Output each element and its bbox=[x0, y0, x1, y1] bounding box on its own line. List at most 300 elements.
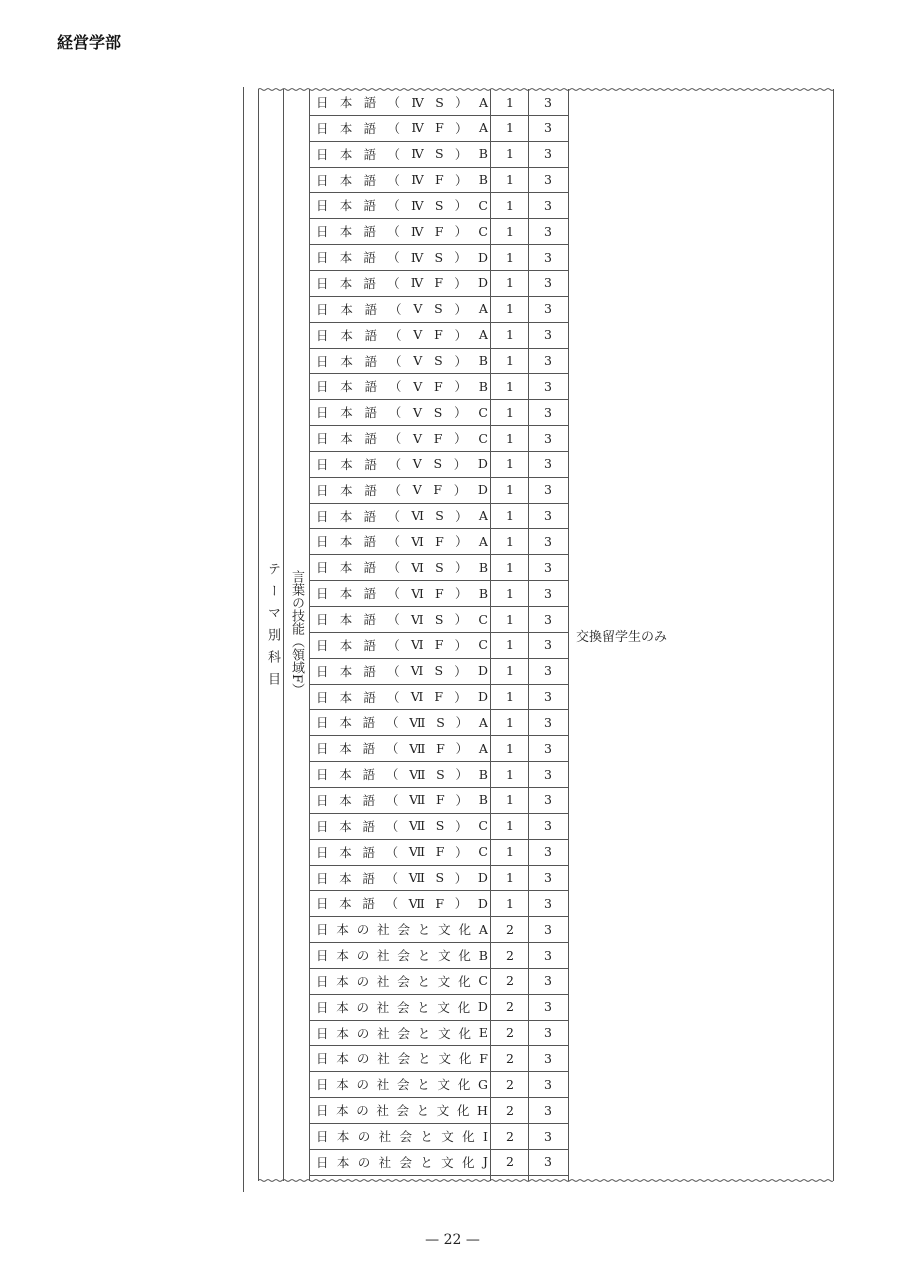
credits-cell: 1 bbox=[506, 714, 514, 730]
course-name-char: の bbox=[356, 948, 370, 964]
course-name-char: A bbox=[478, 533, 488, 549]
course-name-char: 語 bbox=[362, 715, 376, 731]
course-name-cell bbox=[316, 348, 488, 374]
course-name-cell bbox=[316, 167, 488, 193]
course-name-char: 会 bbox=[396, 1103, 410, 1119]
course-name-char: 語 bbox=[362, 896, 375, 912]
credits-cell: 2 bbox=[506, 1025, 514, 1041]
course-name-char: 化 bbox=[456, 1103, 470, 1119]
credits-cell: 1 bbox=[506, 249, 514, 265]
course-name-char: 本 bbox=[339, 612, 353, 627]
credits-cell: 2 bbox=[506, 1128, 514, 1144]
course-name-char: 文 bbox=[441, 1154, 454, 1170]
course-name-char: ） bbox=[455, 818, 468, 834]
course-name-char: 文 bbox=[436, 1103, 450, 1119]
course-name-char: と bbox=[417, 948, 431, 964]
course-name-char: A bbox=[478, 740, 488, 756]
course-name-char: Ⅴ bbox=[413, 327, 423, 343]
course-name-char: （ bbox=[388, 482, 402, 498]
course-name-char: F bbox=[435, 120, 444, 136]
course-name-char: と bbox=[420, 1154, 433, 1170]
course-name-cell bbox=[316, 994, 488, 1020]
course-name-char: 日 bbox=[316, 379, 329, 395]
course-name-cell bbox=[316, 373, 488, 399]
semester-cell: 3 bbox=[544, 275, 552, 291]
semester-cell: 3 bbox=[544, 792, 552, 808]
course-name-char: 本 bbox=[339, 896, 352, 912]
course-name-char: ） bbox=[455, 792, 468, 808]
course-name-char: （ bbox=[387, 198, 400, 214]
course-name-char: F bbox=[434, 275, 444, 291]
course-name-char: 化 bbox=[458, 948, 471, 964]
course-name-cell bbox=[316, 942, 488, 968]
course-name-char: 日 bbox=[316, 663, 329, 679]
course-name-char: 語 bbox=[363, 120, 377, 136]
credits-cell: 1 bbox=[506, 663, 514, 679]
course-name-char: 日 bbox=[316, 741, 329, 757]
margin-rule bbox=[243, 87, 244, 1192]
course-name-char: 語 bbox=[364, 353, 378, 369]
course-name-char: 本 bbox=[339, 275, 353, 291]
course-name-char: （ bbox=[388, 301, 402, 317]
semester-cell: 3 bbox=[544, 559, 552, 575]
course-name-char: D bbox=[477, 870, 488, 885]
course-name-char: （ bbox=[385, 715, 399, 731]
course-name-char: 日 bbox=[316, 1154, 329, 1170]
course-name-char: 日 bbox=[316, 482, 329, 498]
course-name-char: 本 bbox=[336, 999, 349, 1015]
course-name-char: （ bbox=[387, 146, 400, 162]
credits-cell: 1 bbox=[506, 172, 514, 188]
course-name-char: 語 bbox=[364, 327, 378, 343]
course-name-char: Ⅶ bbox=[409, 740, 426, 756]
course-name-char: 本 bbox=[339, 172, 353, 188]
course-name-char: 日 bbox=[316, 198, 329, 214]
course-name-char: 本 bbox=[336, 922, 349, 938]
course-name-char: Ⅳ bbox=[411, 197, 424, 213]
course-name-cell bbox=[316, 322, 488, 348]
course-name-char: Ⅴ bbox=[413, 378, 423, 394]
course-name-char: ） bbox=[455, 844, 468, 860]
course-name-char: ） bbox=[454, 870, 468, 886]
credits-cell: 2 bbox=[506, 1050, 514, 1066]
course-name-char: ） bbox=[455, 715, 469, 731]
course-name-char: B bbox=[478, 172, 488, 188]
course-name-char: 語 bbox=[363, 612, 377, 627]
course-name-char: 語 bbox=[363, 637, 376, 653]
course-name-char: 本 bbox=[339, 146, 353, 162]
course-name-char: 語 bbox=[364, 379, 378, 395]
credits-cell: 1 bbox=[506, 146, 514, 162]
course-name-char: S bbox=[433, 456, 443, 472]
course-name-char: Ⅶ bbox=[409, 792, 426, 808]
course-name-char: と bbox=[417, 1077, 430, 1093]
course-name-char: F bbox=[434, 327, 443, 343]
course-name-char: 本 bbox=[340, 405, 353, 421]
course-name-char: 日 bbox=[316, 689, 329, 705]
course-name-char: S bbox=[434, 197, 444, 213]
course-name-char: 文 bbox=[438, 948, 451, 964]
course-name-char: と bbox=[417, 922, 431, 938]
course-name-char: ） bbox=[455, 560, 468, 576]
course-name-char: F bbox=[435, 533, 444, 549]
course-name-char: Ⅵ bbox=[411, 533, 424, 549]
course-name-char: S bbox=[436, 714, 445, 730]
course-name-char: （ bbox=[388, 379, 402, 395]
credits-cell: 1 bbox=[506, 740, 514, 756]
course-name-char: A bbox=[478, 120, 488, 136]
semester-cell: 3 bbox=[544, 870, 552, 885]
course-name-char: （ bbox=[385, 767, 399, 783]
course-name-char: F bbox=[433, 482, 443, 498]
semester-cell: 3 bbox=[544, 533, 552, 549]
course-name-char: （ bbox=[387, 534, 400, 550]
course-name-char: 社 bbox=[376, 973, 390, 989]
course-name-char: Ⅳ bbox=[411, 94, 424, 110]
course-name-char: Ⅴ bbox=[412, 430, 422, 446]
course-name-char: S bbox=[435, 94, 444, 110]
course-name-char: 会 bbox=[399, 1129, 413, 1144]
semester-cell: 3 bbox=[544, 353, 552, 368]
course-name-cell bbox=[316, 244, 488, 270]
course-name-char: 語 bbox=[363, 275, 376, 291]
course-name-char: 会 bbox=[396, 999, 410, 1015]
course-name-char: （ bbox=[388, 353, 402, 369]
credits-cell: 1 bbox=[506, 120, 514, 136]
course-name-char: 日 bbox=[316, 637, 329, 653]
semester-cell: 3 bbox=[544, 378, 552, 394]
course-name-char: 日 bbox=[316, 560, 329, 576]
semester-cell: 3 bbox=[544, 1102, 552, 1118]
column-divider bbox=[283, 89, 284, 1181]
course-name-char: A bbox=[478, 327, 488, 343]
course-name-char: の bbox=[356, 1077, 370, 1093]
credits-cell: 1 bbox=[506, 275, 514, 291]
course-name-char: 本 bbox=[336, 1077, 349, 1093]
course-name-char: （ bbox=[388, 431, 402, 447]
course-name-char: と bbox=[420, 1129, 433, 1144]
course-name-char: Ⅳ bbox=[411, 223, 424, 239]
course-name-char: （ bbox=[387, 637, 400, 653]
course-name-cell bbox=[316, 658, 488, 684]
course-name-char: ） bbox=[454, 275, 467, 291]
course-name-cell bbox=[316, 735, 488, 761]
course-name-char: （ bbox=[385, 792, 399, 808]
credits-cell: 1 bbox=[506, 818, 514, 834]
course-name-char: 本 bbox=[339, 224, 353, 240]
credits-cell: 1 bbox=[506, 844, 514, 860]
course-name-char: C bbox=[478, 844, 488, 860]
course-name-char: B bbox=[478, 792, 488, 808]
course-name-char: 日 bbox=[316, 456, 329, 472]
course-name-cell bbox=[316, 89, 488, 115]
course-name-char: 本 bbox=[339, 715, 352, 731]
course-name-char: ） bbox=[455, 534, 468, 550]
course-name-char: 本 bbox=[336, 973, 349, 989]
credits-cell: 2 bbox=[506, 999, 514, 1015]
course-name-char: 語 bbox=[363, 586, 377, 602]
semester-cell: 3 bbox=[544, 482, 552, 498]
course-name-char: 語 bbox=[364, 456, 377, 472]
semester-cell: 3 bbox=[544, 1025, 552, 1041]
course-name-char: （ bbox=[388, 405, 402, 421]
course-name-char: 文 bbox=[437, 1077, 451, 1093]
course-name-char: ） bbox=[454, 689, 467, 705]
semester-cell: 3 bbox=[544, 404, 552, 420]
semester-cell: 3 bbox=[544, 895, 552, 911]
course-name-char: D bbox=[477, 895, 488, 911]
course-name-char: 語 bbox=[364, 431, 377, 447]
course-name-char: 日 bbox=[316, 1103, 329, 1119]
course-name-char: 語 bbox=[363, 95, 377, 110]
course-name-char: S bbox=[435, 559, 444, 575]
course-name-char: ） bbox=[455, 120, 468, 136]
course-name-char: 語 bbox=[363, 663, 376, 679]
course-name-char: 化 bbox=[458, 922, 472, 938]
course-name-char: 会 bbox=[397, 1077, 410, 1093]
semester-cell: 3 bbox=[544, 1128, 552, 1144]
course-name-char: 日 bbox=[316, 792, 329, 808]
course-name-char: 文 bbox=[437, 973, 451, 989]
course-name-char: 本 bbox=[339, 844, 352, 860]
course-name-cell bbox=[316, 684, 488, 710]
course-name-char: （ bbox=[385, 741, 399, 757]
course-name-char: 社 bbox=[376, 1077, 390, 1093]
course-name-char: ） bbox=[454, 224, 468, 240]
course-name-char: B bbox=[478, 353, 488, 368]
semester-cell: 3 bbox=[544, 740, 552, 756]
course-name-cell bbox=[316, 632, 488, 658]
course-name-char: 日 bbox=[316, 250, 329, 266]
course-name-cell bbox=[316, 115, 488, 141]
course-name-char: 語 bbox=[364, 301, 378, 317]
course-name-char: ） bbox=[454, 896, 468, 912]
course-name-char: F bbox=[434, 172, 444, 188]
course-name-char: 語 bbox=[364, 405, 378, 421]
course-name-char: 会 bbox=[397, 922, 410, 938]
semester-cell: 3 bbox=[544, 430, 552, 446]
course-name-char: F bbox=[435, 844, 445, 860]
course-name-char: J bbox=[482, 1154, 488, 1170]
course-name-char: Ⅶ bbox=[409, 714, 426, 730]
course-name-char: C bbox=[478, 430, 488, 446]
course-name-char: 化 bbox=[462, 1154, 475, 1170]
course-name-char: 本 bbox=[340, 456, 353, 472]
course-name-char: （ bbox=[387, 689, 400, 705]
course-name-char: ） bbox=[454, 146, 468, 162]
semester-cell: 3 bbox=[544, 197, 552, 213]
credits-cell: 2 bbox=[506, 1102, 514, 1118]
credits-cell: 2 bbox=[506, 947, 514, 963]
course-name-cell bbox=[316, 890, 488, 916]
semester-cell: 3 bbox=[544, 999, 552, 1015]
course-name-char: D bbox=[477, 999, 488, 1015]
course-name-char: ） bbox=[454, 612, 468, 627]
course-name-char: Ⅶ bbox=[408, 870, 425, 885]
course-name-char: （ bbox=[387, 275, 400, 291]
course-name-char: 日 bbox=[316, 818, 329, 834]
faculty-heading: 経営学部 bbox=[57, 33, 122, 52]
course-name-cell bbox=[316, 192, 488, 218]
course-name-char: ） bbox=[455, 508, 468, 524]
credits-cell: 1 bbox=[506, 611, 514, 627]
column-divider bbox=[309, 89, 310, 1181]
semester-cell: 3 bbox=[544, 1076, 552, 1092]
course-name-char: 日 bbox=[316, 1077, 329, 1093]
course-name-char: 語 bbox=[363, 224, 377, 240]
semester-cell: 3 bbox=[544, 223, 552, 239]
course-name-char: ） bbox=[454, 198, 468, 214]
course-name-char: S bbox=[434, 301, 443, 317]
course-name-cell bbox=[316, 477, 488, 503]
course-name-char: 日 bbox=[316, 508, 329, 524]
course-name-char: C bbox=[478, 404, 488, 420]
course-name-char: Ⅵ bbox=[410, 663, 424, 679]
course-name-char: 語 bbox=[364, 482, 377, 498]
course-name-char: Ⅴ bbox=[412, 456, 422, 472]
course-name-char: 化 bbox=[458, 1025, 472, 1041]
course-name-char: F bbox=[435, 895, 445, 911]
course-name-char: 本 bbox=[336, 1103, 349, 1119]
semester-cell: 3 bbox=[544, 94, 552, 110]
course-name-char: F bbox=[436, 792, 445, 808]
credits-cell: 1 bbox=[506, 301, 514, 317]
course-name-char: A bbox=[478, 508, 488, 524]
course-name-cell bbox=[316, 1071, 488, 1097]
course-name-cell bbox=[316, 606, 488, 632]
course-name-cell bbox=[316, 813, 488, 839]
credits-cell: 1 bbox=[506, 585, 514, 601]
course-name-char: 日 bbox=[316, 431, 329, 447]
area-label: 言葉の技能（領域F） bbox=[289, 570, 304, 697]
course-name-char: 日 bbox=[316, 870, 329, 886]
course-name-char: E bbox=[478, 1025, 488, 1041]
course-name-char: 本 bbox=[340, 353, 353, 369]
course-name-cell bbox=[316, 787, 488, 813]
course-name-char: 会 bbox=[397, 973, 410, 989]
course-name-char: C bbox=[478, 818, 488, 834]
course-name-char: S bbox=[435, 508, 444, 524]
course-name-char: 化 bbox=[457, 999, 471, 1015]
semester-cell: 3 bbox=[544, 818, 552, 834]
course-name-char: 本 bbox=[339, 560, 353, 576]
course-name-char: C bbox=[478, 197, 488, 213]
course-name-char: 日 bbox=[316, 973, 329, 989]
course-name-char: 日 bbox=[316, 586, 329, 602]
course-name-char: Ⅵ bbox=[410, 637, 424, 653]
semester-cell: 3 bbox=[544, 456, 552, 472]
credits-cell: 1 bbox=[506, 895, 514, 911]
semester-cell: 3 bbox=[544, 585, 552, 601]
course-name-char: 語 bbox=[363, 508, 377, 524]
course-name-char: Ⅶ bbox=[408, 818, 426, 834]
course-name-char: 本 bbox=[339, 663, 353, 679]
course-name-char: （ bbox=[388, 456, 402, 472]
credits-cell: 1 bbox=[506, 378, 514, 394]
credits-cell: 1 bbox=[506, 792, 514, 808]
course-name-char: 文 bbox=[441, 1129, 454, 1144]
semester-cell: 3 bbox=[544, 611, 552, 627]
course-name-char: 日 bbox=[316, 844, 329, 860]
semester-cell: 3 bbox=[544, 766, 552, 782]
course-name-char: 会 bbox=[399, 1154, 412, 1170]
credits-cell: 1 bbox=[506, 197, 514, 213]
credits-cell: 2 bbox=[506, 1154, 514, 1170]
course-name-char: 社 bbox=[377, 948, 390, 964]
course-name-cell bbox=[316, 709, 488, 735]
course-name-char: 本 bbox=[336, 1154, 350, 1170]
credits-cell: 1 bbox=[506, 766, 514, 782]
course-name-char: Ⅵ bbox=[411, 508, 424, 524]
course-name-char: C bbox=[478, 223, 488, 239]
semester-cell: 3 bbox=[544, 689, 552, 705]
course-name-char: Ⅳ bbox=[410, 249, 424, 265]
course-name-char: 会 bbox=[397, 1025, 410, 1041]
course-name-char: と bbox=[417, 1025, 431, 1041]
course-name-char: S bbox=[435, 870, 445, 885]
course-name-cell bbox=[316, 399, 488, 425]
course-name-char: 本 bbox=[339, 818, 352, 834]
course-name-char: Ⅳ bbox=[411, 120, 424, 136]
course-name-char: 語 bbox=[363, 146, 377, 162]
course-name-cell bbox=[316, 218, 488, 244]
course-name-cell bbox=[316, 141, 488, 167]
course-name-char: 語 bbox=[362, 870, 375, 886]
credits-cell: 1 bbox=[506, 353, 514, 368]
course-name-char: 本 bbox=[339, 767, 352, 783]
course-name-char: 日 bbox=[316, 767, 329, 783]
course-name-char: Ⅵ bbox=[411, 611, 424, 627]
course-name-char: F bbox=[433, 430, 443, 446]
course-name-char: 文 bbox=[438, 1051, 451, 1067]
course-name-char: 本 bbox=[340, 482, 353, 498]
course-name-char: ） bbox=[454, 353, 467, 369]
course-name-cell bbox=[316, 554, 488, 580]
course-name-char: ） bbox=[454, 327, 468, 343]
course-name-char: の bbox=[356, 1025, 370, 1041]
course-name-cell bbox=[316, 270, 488, 296]
course-name-char: 日 bbox=[316, 275, 329, 291]
course-name-char: F bbox=[434, 223, 444, 239]
course-name-char: 日 bbox=[316, 301, 329, 317]
course-name-char: S bbox=[435, 146, 444, 162]
course-name-char: 日 bbox=[316, 172, 329, 188]
credits-cell: 1 bbox=[506, 533, 514, 549]
course-name-char: Ⅵ bbox=[411, 559, 424, 575]
course-name-char: 会 bbox=[397, 1051, 411, 1067]
course-name-char: ） bbox=[454, 250, 467, 266]
course-name-char: ） bbox=[454, 637, 468, 653]
course-name-char: 語 bbox=[362, 741, 376, 757]
course-name-char: S bbox=[433, 404, 443, 420]
course-name-char: Ⅶ bbox=[408, 844, 426, 860]
course-name-char: 本 bbox=[336, 1025, 349, 1041]
course-name-char: （ bbox=[387, 663, 400, 679]
course-name-char: 本 bbox=[339, 689, 353, 705]
course-name-char: 本 bbox=[336, 948, 349, 964]
course-name-char: （ bbox=[387, 508, 400, 524]
course-name-char: D bbox=[477, 663, 488, 679]
course-name-char: 本 bbox=[340, 431, 353, 447]
course-name-char: 本 bbox=[339, 508, 353, 524]
course-name-char: 社 bbox=[376, 999, 390, 1015]
course-name-char: 日 bbox=[316, 534, 329, 550]
course-name-char: F bbox=[436, 740, 445, 756]
course-name-char: F bbox=[434, 689, 444, 705]
course-name-char: 化 bbox=[458, 973, 471, 989]
semester-cell: 3 bbox=[544, 301, 552, 317]
course-name-char: ） bbox=[455, 586, 468, 602]
